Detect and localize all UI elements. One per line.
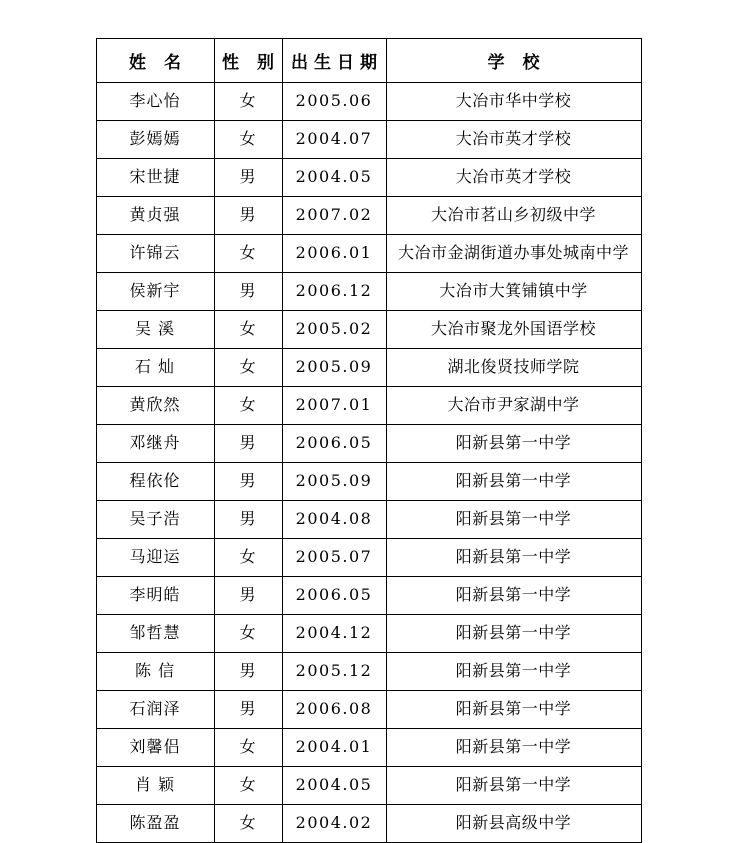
cell-gender: 男 bbox=[214, 197, 282, 235]
cell-school: 阳新县第一中学 bbox=[386, 501, 641, 539]
cell-name: 吴子浩 bbox=[96, 501, 214, 539]
table-row bbox=[96, 729, 641, 767]
cell-dob: 2006.01 bbox=[282, 235, 386, 273]
cell-gender: 男 bbox=[214, 577, 282, 615]
cell-school: 大冶市茗山乡初级中学 bbox=[386, 197, 641, 235]
table-row bbox=[96, 463, 641, 501]
cell-dob: 2004.01 bbox=[282, 729, 386, 767]
cell-gender: 男 bbox=[214, 501, 282, 539]
cell-name: 黄贞强 bbox=[96, 197, 214, 235]
table-row bbox=[96, 273, 641, 311]
cell-gender: 女 bbox=[214, 729, 282, 767]
cell-dob: 2005.02 bbox=[282, 311, 386, 349]
cell-gender: 女 bbox=[214, 805, 282, 843]
student-roster-table bbox=[96, 38, 642, 843]
cell-gender: 男 bbox=[214, 691, 282, 729]
cell-school: 阳新县第一中学 bbox=[386, 463, 641, 501]
cell-school: 阳新县第一中学 bbox=[386, 767, 641, 805]
cell-gender: 男 bbox=[214, 653, 282, 691]
cell-name: 陈盈盈 bbox=[96, 805, 214, 843]
cell-school: 阳新县第一中学 bbox=[386, 691, 641, 729]
table-row bbox=[96, 615, 641, 653]
cell-school: 大冶市大箕铺镇中学 bbox=[386, 273, 641, 311]
cell-name: 吴 溪 bbox=[96, 311, 214, 349]
cell-school: 阳新县第一中学 bbox=[386, 425, 641, 463]
cell-name: 邹哲慧 bbox=[96, 615, 214, 653]
cell-dob: 2004.12 bbox=[282, 615, 386, 653]
cell-dob: 2006.05 bbox=[282, 425, 386, 463]
cell-name: 陈 信 bbox=[96, 653, 214, 691]
cell-dob: 2004.02 bbox=[282, 805, 386, 843]
cell-gender: 女 bbox=[214, 235, 282, 273]
table-header-row bbox=[96, 39, 641, 83]
table-row bbox=[96, 235, 641, 273]
table-row bbox=[96, 501, 641, 539]
cell-dob: 2004.05 bbox=[282, 159, 386, 197]
cell-school: 大冶市华中学校 bbox=[386, 83, 641, 121]
cell-name: 李明皓 bbox=[96, 577, 214, 615]
cell-school: 大冶市尹家湖中学 bbox=[386, 387, 641, 425]
table-body bbox=[96, 83, 641, 843]
column-header-name: 姓 名 bbox=[96, 39, 214, 83]
cell-dob: 2006.12 bbox=[282, 273, 386, 311]
cell-dob: 2005.12 bbox=[282, 653, 386, 691]
table-row bbox=[96, 83, 641, 121]
column-header-gender: 性 别 bbox=[214, 39, 282, 83]
cell-name: 马迎运 bbox=[96, 539, 214, 577]
cell-gender: 男 bbox=[214, 159, 282, 197]
table-row bbox=[96, 805, 641, 843]
table-row bbox=[96, 577, 641, 615]
table-row bbox=[96, 425, 641, 463]
table-row bbox=[96, 121, 641, 159]
cell-school: 大冶市聚龙外国语学校 bbox=[386, 311, 641, 349]
cell-school: 阳新县第一中学 bbox=[386, 615, 641, 653]
cell-name: 彭嫣嫣 bbox=[96, 121, 214, 159]
table-row bbox=[96, 653, 641, 691]
cell-name: 侯新宇 bbox=[96, 273, 214, 311]
table-header bbox=[96, 39, 641, 83]
cell-gender: 女 bbox=[214, 83, 282, 121]
cell-gender: 男 bbox=[214, 425, 282, 463]
cell-name: 程依伦 bbox=[96, 463, 214, 501]
cell-school: 阳新县高级中学 bbox=[386, 805, 641, 843]
cell-gender: 女 bbox=[214, 539, 282, 577]
cell-dob: 2004.08 bbox=[282, 501, 386, 539]
cell-school: 大冶市英才学校 bbox=[386, 159, 641, 197]
table-row bbox=[96, 197, 641, 235]
cell-dob: 2006.08 bbox=[282, 691, 386, 729]
cell-school: 阳新县第一中学 bbox=[386, 729, 641, 767]
cell-gender: 女 bbox=[214, 387, 282, 425]
cell-gender: 男 bbox=[214, 463, 282, 501]
cell-dob: 2005.09 bbox=[282, 349, 386, 387]
cell-gender: 女 bbox=[214, 121, 282, 159]
cell-dob: 2004.07 bbox=[282, 121, 386, 159]
column-header-dob: 出生日期 bbox=[282, 39, 386, 83]
cell-name: 邓继舟 bbox=[96, 425, 214, 463]
cell-school: 大冶市金湖街道办事处城南中学 bbox=[386, 235, 641, 273]
table-row bbox=[96, 387, 641, 425]
cell-name: 刘馨侣 bbox=[96, 729, 214, 767]
cell-gender: 女 bbox=[214, 349, 282, 387]
cell-school: 大冶市英才学校 bbox=[386, 121, 641, 159]
table-row bbox=[96, 691, 641, 729]
table-row bbox=[96, 767, 641, 805]
cell-name: 肖 颖 bbox=[96, 767, 214, 805]
cell-dob: 2005.07 bbox=[282, 539, 386, 577]
cell-name: 黄欣然 bbox=[96, 387, 214, 425]
cell-dob: 2006.05 bbox=[282, 577, 386, 615]
cell-name: 许锦云 bbox=[96, 235, 214, 273]
cell-gender: 女 bbox=[214, 615, 282, 653]
cell-dob: 2005.09 bbox=[282, 463, 386, 501]
cell-school: 阳新县第一中学 bbox=[386, 577, 641, 615]
cell-dob: 2005.06 bbox=[282, 83, 386, 121]
table-row bbox=[96, 311, 641, 349]
cell-gender: 女 bbox=[214, 311, 282, 349]
column-header-school: 学 校 bbox=[386, 39, 641, 83]
table-row bbox=[96, 159, 641, 197]
cell-school: 阳新县第一中学 bbox=[386, 653, 641, 691]
cell-school: 湖北俊贤技师学院 bbox=[386, 349, 641, 387]
cell-school: 阳新县第一中学 bbox=[386, 539, 641, 577]
cell-name: 宋世捷 bbox=[96, 159, 214, 197]
cell-name: 石润泽 bbox=[96, 691, 214, 729]
cell-name: 李心怡 bbox=[96, 83, 214, 121]
cell-dob: 2007.01 bbox=[282, 387, 386, 425]
cell-name: 石 灿 bbox=[96, 349, 214, 387]
table-row bbox=[96, 539, 641, 577]
cell-gender: 男 bbox=[214, 273, 282, 311]
cell-gender: 女 bbox=[214, 767, 282, 805]
table-row bbox=[96, 349, 641, 387]
cell-dob: 2004.05 bbox=[282, 767, 386, 805]
cell-dob: 2007.02 bbox=[282, 197, 386, 235]
